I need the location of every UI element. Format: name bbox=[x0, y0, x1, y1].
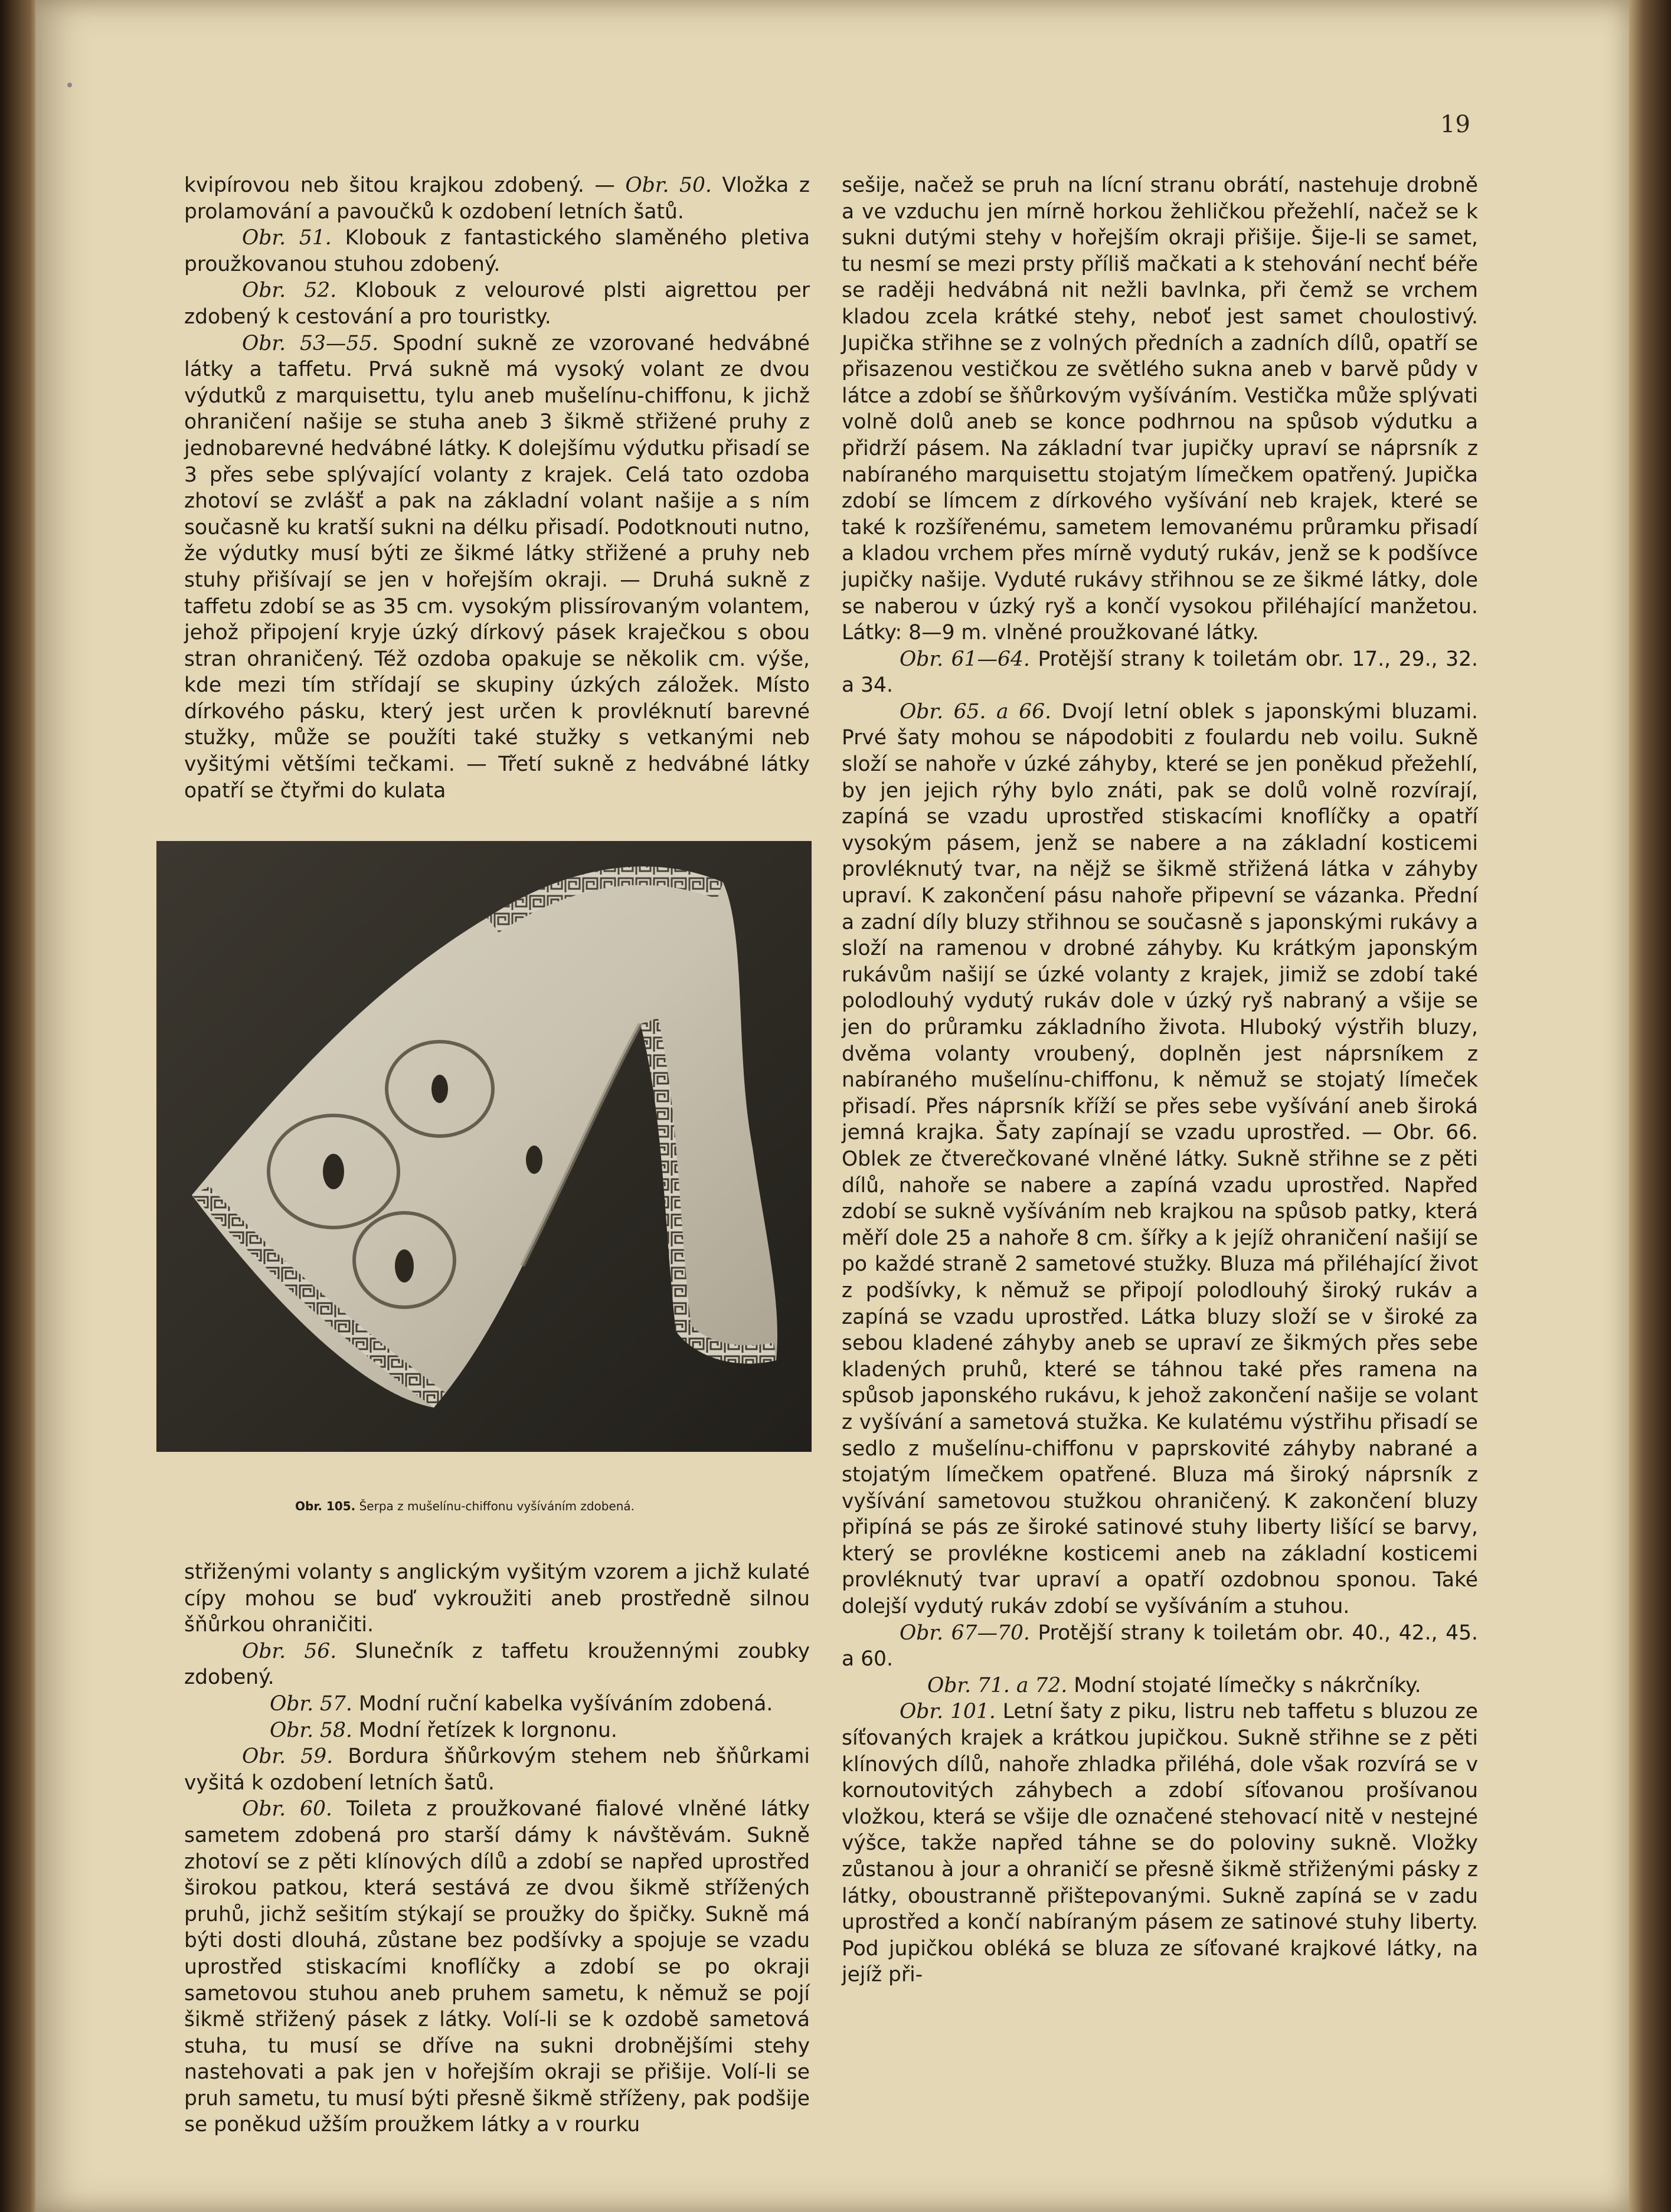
paragraph-text: Bordura šňůrkovým stehem neb šňůrkami vyšitá k ozdobení letních šatů. bbox=[184, 1745, 810, 1795]
left-column-bottom bbox=[184, 1559, 810, 2138]
paragraph-text: Letní šaty z piku, listru neb taffetu s bluzou ze síťovaných krajek a krátkou jupičkou. Sukně střihne se z pěti klínových dílů, nahoře zhladka přiléhá, dole však rozvírá se v kornoutovitých záhybech a zdobí síťovanou prošívanou vložkou, která se všije dle označené stehovací nitě v nestejné výšce, takže napřed táhne se do poloviny sukně. Vložky zůstanou à jour a ohraničí se přesně šikmě střiženými pásky z látky, oboustranně přištepovanými. Sukně zapíná se v zadu uprostřed a končí nabíraným pásem ze satinové stuhy liberty. Pod jupičkou obléká se bluza ze síťované krajkové látky, na jejíž při- bbox=[842, 1700, 1478, 1987]
figure-reference: Obr. 67—70. bbox=[900, 1621, 1030, 1645]
paragraph-text: Protější strany k toiletám obr. 40., 42., 45. a 60. bbox=[842, 1621, 1478, 1671]
figure-scarf-photo bbox=[156, 841, 812, 1452]
figure-reference: Obr. 56. bbox=[242, 1639, 337, 1663]
figure-reference: Obr. 53—55. bbox=[242, 331, 379, 355]
paragraph-text: Klobouk z velourové plsti aigrettou per zdobený k cestování a pro touristky. bbox=[184, 279, 810, 329]
paragraph bbox=[842, 646, 1478, 699]
paragraph bbox=[184, 277, 810, 330]
paragraph-text: Protější strany k toiletám obr. 17., 29., 32. a 34. bbox=[842, 647, 1478, 698]
figure-caption-text: Šerpa z mušelínu-chiffonu vyšíváním zdobená. bbox=[355, 1499, 635, 1513]
paragraph bbox=[184, 172, 810, 225]
paragraph-text: Spodní sukně ze vzorované hedvábné látky a taffetu. Prvá sukně má vysoký volant ze dvou výdutků z marquisettu, tylu aneb mušelínu-chiffonu, k jichž ohraničení našije se stuha aneb 3 šikmě střižené pruhy z jednobarevné hedvábné látky. K dolejšímu výdutku přisadí se 3 přes sebe splývající volanty z krajek. Celá tato ozdoba zhotoví se zvlášť a pak na základní volant našije a s ním současně ku kratší sukni na délku přisadí. Podotknouti nutno, že výdutky musí býti ze šikmé látky střižené a pruhy neb stuhy přišívají se jen v hořejším okraji. — Druhá sukně z taffetu zdobí se as 35 cm. vysokým plissírovaným volantem, jehož připojení kryje úzký dírkový pásek kraječkou s obou stran ohraničený. Též ozdoba opakuje se několik cm. výše, kde mezi tím střídají se skupiny úzkých záložek. Místo dírkového pásku, který jest určen k provléknutí barevné stužky, může se použíti také stužky s vetkanými neb vyšitými většími tečkami. — Třetí sukně z hedvábné látky opatří se čtyřmi do kulata bbox=[184, 331, 810, 803]
paragraph-text: Toileta z proužkované fialové vlněné látky sametem zdobená pro starší dámy k návštěvám. Sukně zhotoví se z pěti klínových dílů a zdobí se napřed uprostřed širokou patkou, která sestává ze dvou šikmě střížených pruhů, jichž sešitím stýkají se proužky do špičky. Sukně má býti dosti dlouhá, zůstane bez podšívky a spojuje se vzadu uprostřed stiskacími knoflíčky a zdobí se po okraji sametovou stuhou aneb pruhem sametu, k němuž se pojí šikmě střižený pásek z látky. Volí-li se k ozdobě sametová stuha, tu musí se dříve na sukni drobnějšími stehy nastehovati a pak jen v hořejším okraji se přišije. Volí-li se pruh sametu, tu musí býti přesně šikmě stříženy, pak podšije se poněkud užším proužkem látky a v rourku bbox=[184, 1797, 810, 2137]
paragraph bbox=[842, 699, 1478, 1620]
page-speck bbox=[67, 83, 72, 87]
paragraph-text: Modní stojaté límečky s nákrčníky. bbox=[1067, 1673, 1421, 1697]
paragraph bbox=[842, 1620, 1478, 1673]
figure-reference: Obr. 50. bbox=[625, 174, 712, 197]
paragraph-text: Dvojí letní oblek s japonskými bluzami. Prvé šaty mohou se nápodobiti z foulardu neb voilu. Sukně složí se nahoře v úzké záhyby, které se jen poněkud přežehlí, by jen jejich rýhy bylo znáti, pak se dolů volně rozvírají, zapíná se vzadu uprostřed stiskacími knoflíčky a opatří vysokým pásem, jenž se nabere a na základní kosticemi provléknutý tvar, na nějž se šikmě střižená látka v záhyby upraví. K zakončení pásu nahoře připevní se vázanka. Přední a zadní díly bluzy střihnou se současně s japonskými rukávy a složí na ramenou v drobné záhyby. Ku krátkým japonským rukávům našijí se úzké volanty z krajek, jimiž se zdobí také polodlouhý vydutý rukáv dole v úzký ryš nabraný a všije se jen do průramku základního života. Hluboký výstřih bluzy, dvěma volanty vroubený, doplněn jest náprsníkem z nabíraného mušelínu-chiffonu, k němuž se stojatý límeček přisadí. Přes náprsník kříží se přes sebe vyšívání aneb široká jemná krajka. Šaty zapínají se vzadu uprostřed. — Obr. 66. Oblek ze čtverečkované vlněné látky. Sukně střihne se z pěti dílů, nahoře se nabere a zapíná vzadu uprostřed. Napřed zdobí se sukně vyšíváním neb krajkou na spůsob patky, která měří dole 25 a nahoře 8 cm. šířky a k jejíž ohraničení našijí se po každé straně 2 sametové stužky. Bluza má přiléhající život z podšívky, k němuž se připojí polodlouhý široký rukáv a zapíná se vzadu uprostřed. Látka bluzy složí se v široké za sebou kladené záhyby aneb se upraví ze šikmých přes sebe kladených pruhů, které se táhnou také přes ramena na spůsob japonského rukávu, k jehož zakončení našije se volant z vyšívání a sametová stužka. Ke kulatému výstřihu přisadí se sedlo z mušelínu-chiffonu v paprskovité záhyby nabrané a stojatým límečkem opatřené. Bluza má široký náprsník z vyšívání sametovou stužkou ohraničený. K zakončení bluzy připíná se pás ze široké satinové stuhy liberty lišící se barvy, který se provlékne kosticemi aneb na základní kosticemi provléknutý tvar upraví a opatří ozdobnou sponou. Také dolejší vydutý rukáv zdobí se vyšíváním a stuhou. bbox=[842, 699, 1478, 1619]
figure-reference: Obr. 59. bbox=[242, 1745, 333, 1769]
paragraph-text: Modní ruční kabelka vyšíváním zdobená. bbox=[352, 1691, 773, 1716]
paragraph bbox=[842, 172, 1478, 646]
paragraph-text: střiženými volanty s anglickým vyšitým vzorem a jichž kulaté cípy mohou se buď vykroužiti aneb prostředně silnou šňůrkou ohraničiti. bbox=[184, 1560, 810, 1637]
figure-reference: Obr. 52. bbox=[242, 279, 337, 303]
figure-reference: Obr. 101. bbox=[900, 1700, 996, 1724]
scarf-illustration bbox=[156, 841, 812, 1452]
paragraph-text: Vložka z prolamování a pavoučků k ozdobení letních šatů. bbox=[184, 174, 810, 224]
paragraph bbox=[184, 1638, 810, 1691]
figure-reference: Obr. 57. bbox=[270, 1691, 352, 1716]
figure-caption-label: Obr. 105. bbox=[295, 1499, 356, 1513]
figure-reference: Obr. 61—64. bbox=[900, 647, 1030, 671]
book-spine-shadow bbox=[0, 0, 35, 2212]
paragraph bbox=[184, 1559, 810, 1638]
paragraph bbox=[842, 1699, 1478, 1988]
figure-reference: Obr. 51. bbox=[242, 226, 332, 250]
paragraph bbox=[184, 225, 810, 277]
paragraph-text: kvipírovou neb šitou krajkou zdobený. — bbox=[184, 174, 626, 197]
paragraph bbox=[184, 331, 810, 804]
figure-reference: Obr. 58. bbox=[270, 1718, 352, 1742]
right-column bbox=[842, 172, 1478, 1988]
page-edge-shadow bbox=[1629, 0, 1671, 2212]
paragraph bbox=[184, 1717, 810, 1744]
figure-reference: Obr. 65. a 66. bbox=[900, 699, 1052, 724]
left-column-top bbox=[184, 172, 810, 804]
figure-reference: Obr. 71. a 72. bbox=[927, 1673, 1068, 1697]
paragraph-text: sešije, načež se pruh na lícní stranu obrátí, nastehuje drobně a ve vzduchu jen mírně horkou žehličkou přežehlí, načež se k sukni dutými stehy v hořejším okraji přišije. Šije-li se samet, tu nesmí se mezi prsty příliš mačkati a k stehování nechť béře se raději hedvábná nit nežli bavlnka, při čemž se vrchem kladou zcela krátké stehy, neboť jest samet choulostivý. Jupička střihne se z volných předních a zadních dílů, opatří se přisazenou vestičkou ze světlého sukna aneb v barvě půdy v látce a zdobí se šňůrkovým vyšíváním. Vestička může splývati volně dolů aneb se konce podhrnou na spůsob výdutku a přidrží pásem. Na základní tvar jupičky upraví se náprsník z nabíraného marquisettu stojatým límečkem opatřený. Jupička zdobí se límcem z dírkového vyšívání neb krajek, které se také k rozšířenému, sametem lemovanému průramku přisadí a kladou vrchem přes mírně vydutý rukáv, jenž se k podšívce jupičky našije. Vyduté rukávy střihnou se ze šikmé látky, dole se naberou v úzký ryš a končí vysokou přiléhající manžetou. Látky: 8—9 m. vlněné proužkované látky. bbox=[842, 174, 1478, 645]
paragraph bbox=[184, 1796, 810, 2138]
paragraph bbox=[184, 1743, 810, 1796]
paragraph-text: Slunečník z taffetu kroužennými zoubky zdobený. bbox=[184, 1639, 810, 1690]
paragraph-text: Klobouk z fantastického slaměného pletiva proužkovanou stuhou zdobený. bbox=[184, 226, 810, 276]
page-number: 19 bbox=[1440, 111, 1470, 138]
figure-caption bbox=[295, 1499, 826, 1513]
paragraph bbox=[184, 1691, 810, 1717]
figure-reference: Obr. 60. bbox=[242, 1797, 332, 1821]
paragraph-text: Modní řetízek k lorgnonu. bbox=[352, 1718, 617, 1742]
paragraph bbox=[842, 1673, 1478, 1699]
